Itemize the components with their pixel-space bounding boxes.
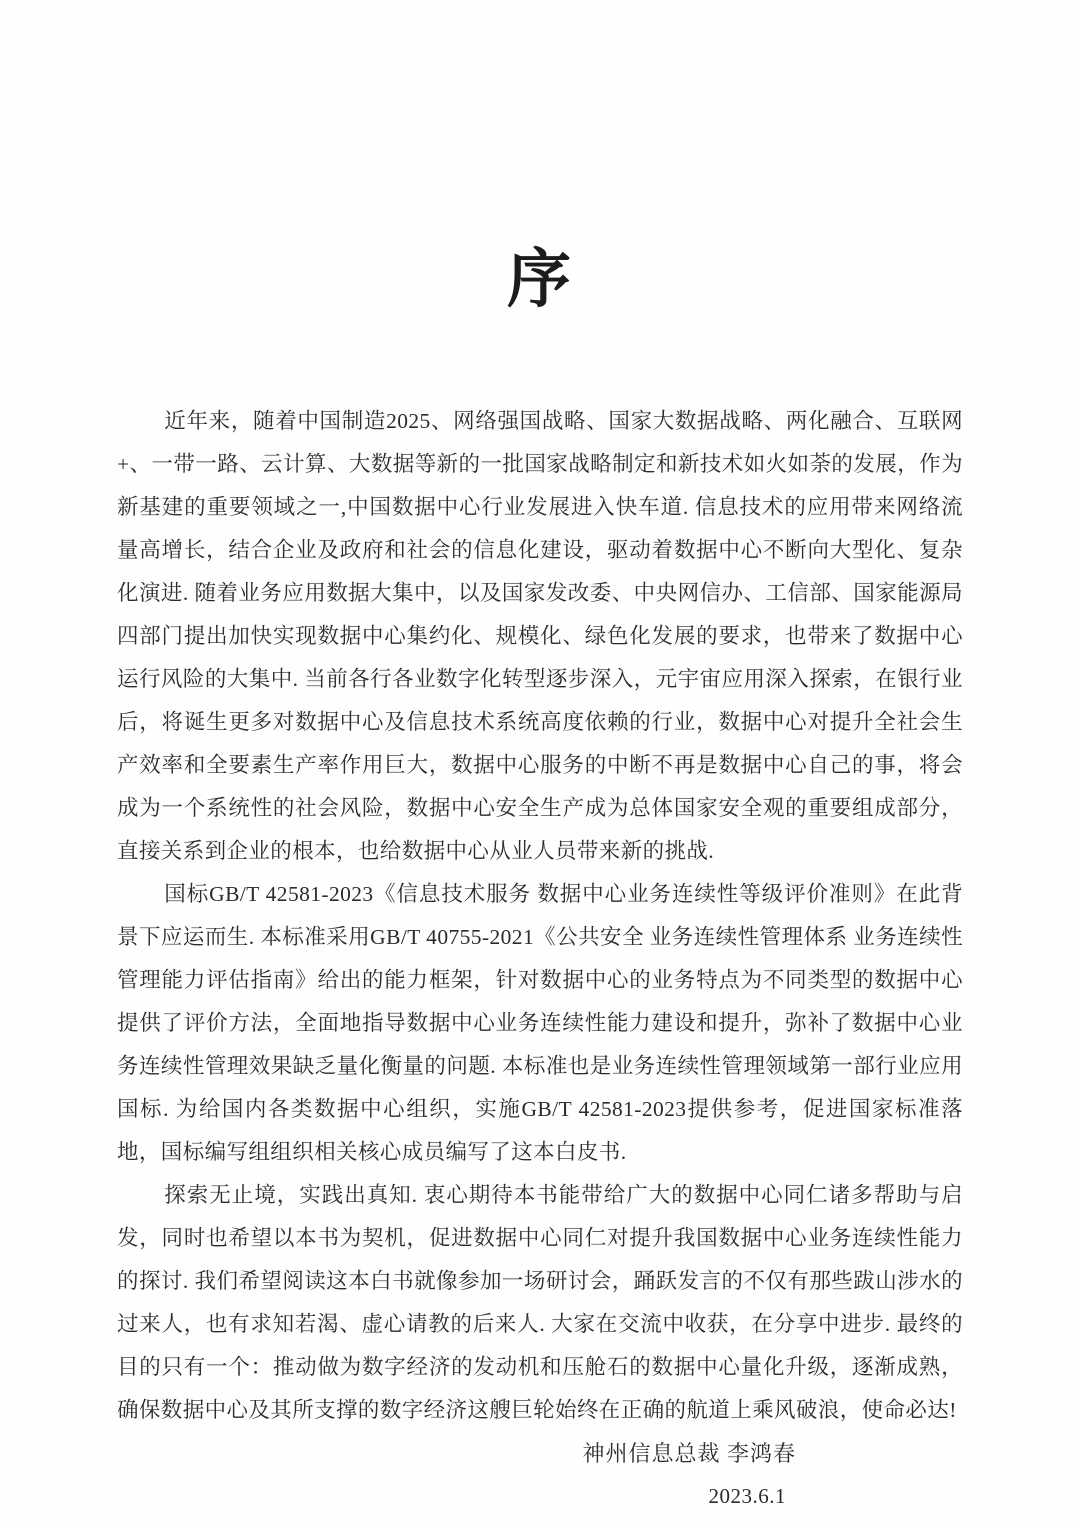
signature-line: 神州信息总裁 李鸿春 <box>582 1441 796 1466</box>
paragraph-outlook: 探索无止境，实践出真知. 衷心期待本书能带给广大的数据中心同仁诸多帮助与启发，同时也希望以本书为契机，促进数据中心同仁对提升我国数据中心业务连续性能力的探讨. 我们希望阅读这本白书就像参加一场研讨会，踊跃发言的不仅有那些跋山涉水的过来人，也有求知若渴、虚心请教的后来人. 大家在交流中收获，在分享中进步. 最终的目的只有一个：推动做为数字经济的发动机和压舱石的数据中心量化升级，逐渐成熟，确保数据中心及其所支撑的数字经济这艘巨轮始终在正确的航道上乘风破浪，使命必达! <box>117 1183 963 1422</box>
date-line: 2023.6.1 <box>708 1484 786 1508</box>
preface-title: 序 <box>507 244 573 315</box>
paragraph-background: 近年来，随着中国制造2025、网络强国战略、国家大数据战略、两化融合、互联网+、一带一路、云计算、大数据等新的一批国家战略制定和新技术如火如荼的发展，作为新基建的重要领域之一,中国数据中心行业发展进入快车道. 信息技术的应用带来网络流量高增长，结合企业及政府和社会的信息化建设，驱动着数据中心不断向大型化、复杂化演进. 随着业务应用数据大集中，以及国家发改委、中央网信办、工信部、国家能源局四部门提出加快实现数据中心集约化、规模化、绿色化发展的要求，也带来了数据中心运行风险的大集中. 当前各行各业数字化转型逐步深入，元宇宙应用深入探索，在银行业后，将诞生更多对数据中心及信息技术系统高度依赖的行业，数据中心对提升全社会生产效率和全要素生产率作用巨大，数据中心服务的中断不再是数据中心自己的事，将会成为一个系统性的社会风险，数据中心安全生产成为总体国家安全观的重要组成部分，直接关系到企业的根本，也给数据中心从业人员带来新的挑战. <box>117 409 963 863</box>
paragraph-standard: 国标GB/T 42581-2023《信息技术服务 数据中心业务连续性等级评价准则》在此背景下应运而生. 本标准采用GB/T 40755-2021《公共安全 业务连续性管理体系 业务连续性管理能力评估指南》给出的能力框架，针对数据中心的业务特点为不同类型的数据中心提供了评价方法，全面地指导数据中心业务连续性能力建设和提升，弥补了数据中心业务连续性管理效果缺乏量化衡量的问题. 本标准也是业务连续性管理领域第一部行业应用国标. 为给国内各类数据中心组织，实施GB/T 42581-2023提供参考，促进国家标准落地，国标编写组组织相关核心成员编写了这本白皮书. <box>117 882 963 1164</box>
preface-body <box>0 400 1080 1518</box>
